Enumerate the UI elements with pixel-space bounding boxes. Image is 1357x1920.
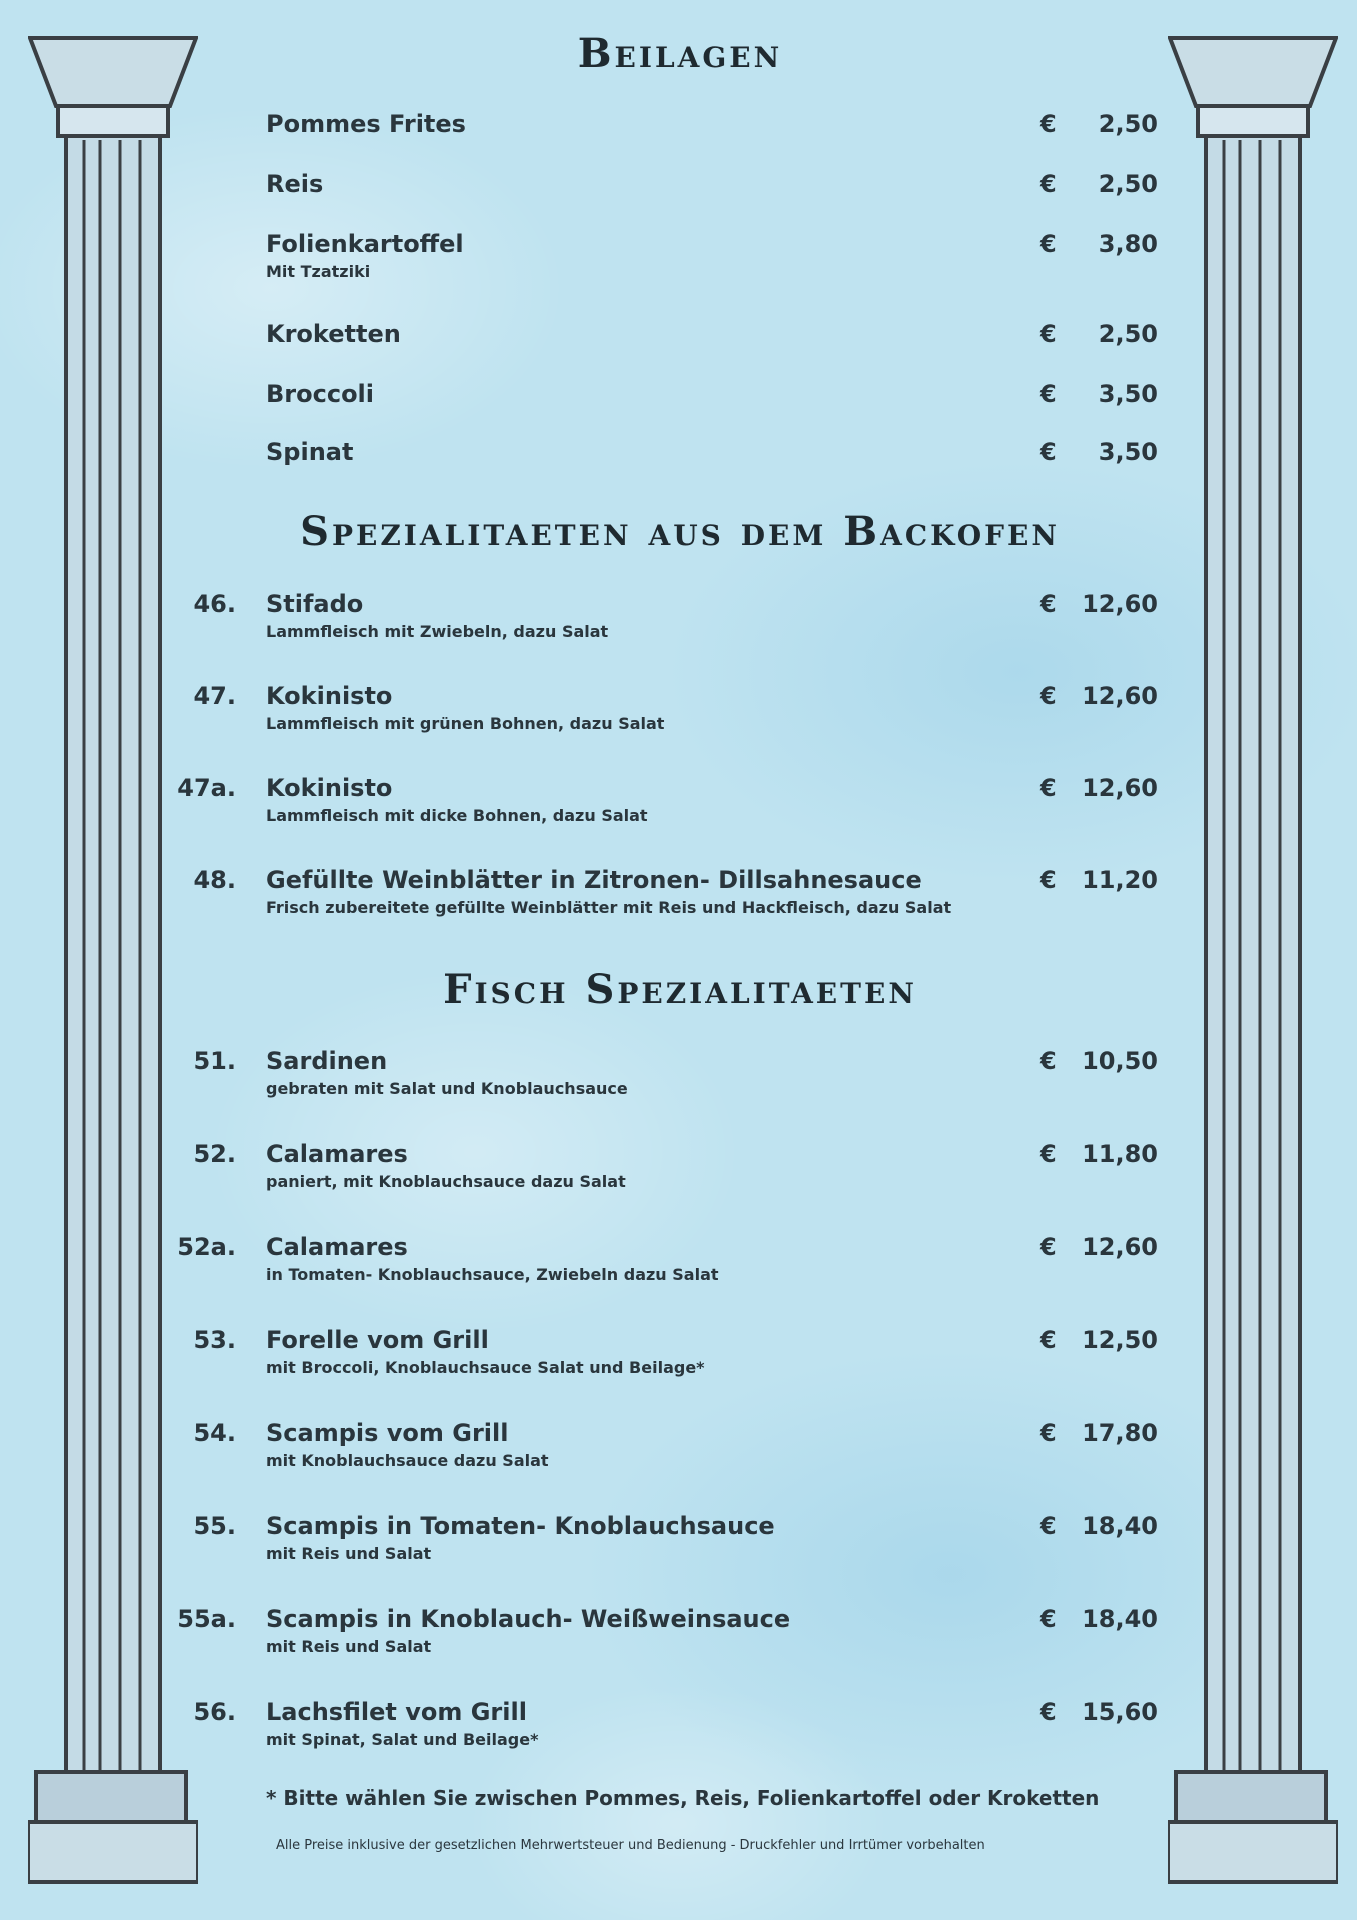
side-dish-footnote: * Bitte wählen Sie zwischen Pommes, Reis, Folienkartoffel oder Kroketten: [266, 1786, 1100, 1810]
item-description: Lammfleisch mit dicke Bohnen, dazu Salat: [266, 806, 648, 825]
section-title-beilagen: Beilagen: [577, 30, 783, 77]
item-name: Gefüllte Weinblätter in Zitronen- Dillsahnesauce: [266, 866, 922, 894]
item-price: 2,50: [1098, 320, 1158, 348]
currency-symbol: €: [1040, 438, 1057, 466]
currency-symbol: €: [1040, 1140, 1057, 1168]
item-price: 12,60: [1082, 774, 1158, 802]
item-price: 18,40: [1082, 1512, 1158, 1540]
item-description: gebraten mit Salat und Knoblauchsauce: [266, 1079, 628, 1098]
menu-item: [170, 320, 1190, 380]
item-price: 2,50: [1098, 110, 1158, 138]
item-name: Forelle vom Grill: [266, 1326, 489, 1354]
item-price: 2,50: [1098, 170, 1158, 198]
currency-symbol: €: [1040, 774, 1057, 802]
item-price: 12,60: [1082, 1233, 1158, 1261]
currency-symbol: €: [1040, 1698, 1057, 1726]
item-name: Calamares: [266, 1233, 408, 1261]
currency-symbol: €: [1040, 320, 1057, 348]
menu-item: [170, 380, 1190, 440]
menu-item: [170, 1047, 1190, 1107]
menu-item: [170, 110, 1190, 170]
item-name: Kokinisto: [266, 682, 393, 710]
item-price: 15,60: [1082, 1698, 1158, 1726]
item-name: Scampis vom Grill: [266, 1419, 509, 1447]
currency-symbol: €: [1040, 110, 1057, 138]
currency-symbol: €: [1040, 1512, 1057, 1540]
item-price: 10,50: [1082, 1047, 1158, 1075]
legal-notice: Alle Preise inklusive der gesetzlichen Mehrwertsteuer und Bedienung - Druckfehler und Irrtümer vorbehalten: [276, 1838, 985, 1853]
item-name: Kokinisto: [266, 774, 393, 802]
item-description: paniert, mit Knoblauchsauce dazu Salat: [266, 1172, 626, 1191]
item-number: 52a.: [177, 1233, 236, 1261]
item-name: Scampis in Knoblauch- Weißweinsauce: [266, 1605, 791, 1633]
menu-item: [170, 682, 1190, 742]
item-price: 11,20: [1082, 866, 1158, 894]
currency-symbol: €: [1040, 682, 1057, 710]
menu-item: [170, 774, 1190, 834]
item-number: 48.: [193, 866, 236, 894]
item-number: 56.: [193, 1698, 236, 1726]
item-number: 46.: [193, 590, 236, 618]
currency-symbol: €: [1040, 380, 1057, 408]
currency-symbol: €: [1040, 1326, 1057, 1354]
item-price: 3,50: [1098, 380, 1158, 408]
menu-item: [170, 1233, 1190, 1293]
item-number: 55.: [193, 1512, 236, 1540]
menu-item: [170, 230, 1190, 290]
item-number: 51.: [193, 1047, 236, 1075]
item-price: 3,80: [1098, 230, 1158, 258]
item-name: Reis: [266, 170, 324, 198]
item-description: mit Spinat, Salat und Beilage*: [266, 1730, 539, 1749]
item-description: Mit Tzatziki: [266, 262, 371, 281]
section-title-fisch: Fisch Spezialitaeten: [443, 966, 917, 1013]
item-description: Frisch zubereitete gefüllte Weinblätter mit Reis und Hackfleisch, dazu Salat: [266, 898, 952, 917]
item-name: Spinat: [266, 438, 354, 466]
item-price: 17,80: [1082, 1419, 1158, 1447]
menu-item: [170, 866, 1190, 926]
menu-item: [170, 170, 1190, 230]
item-number: 52.: [193, 1140, 236, 1168]
menu-item: [170, 1605, 1190, 1665]
item-number: 47a.: [177, 774, 236, 802]
menu-item: [170, 590, 1190, 650]
currency-symbol: €: [1040, 1605, 1057, 1633]
currency-symbol: €: [1040, 1047, 1057, 1075]
item-name: Scampis in Tomaten- Knoblauchsauce: [266, 1512, 775, 1540]
item-price: 3,50: [1098, 438, 1158, 466]
item-name: Sardinen: [266, 1047, 388, 1075]
currency-symbol: €: [1040, 590, 1057, 618]
item-description: in Tomaten- Knoblauchsauce, Zwiebeln dazu Salat: [266, 1265, 719, 1284]
item-price: 12,50: [1082, 1326, 1158, 1354]
item-name: Folienkartoffel: [266, 230, 464, 258]
right-column-decoration: [1168, 36, 1338, 1886]
currency-symbol: €: [1040, 866, 1057, 894]
item-number: 47.: [193, 682, 236, 710]
item-name: Calamares: [266, 1140, 408, 1168]
item-name: Pommes Frites: [266, 110, 466, 138]
menu-content: [170, 0, 1190, 1920]
item-name: Kroketten: [266, 320, 401, 348]
item-description: Lammfleisch mit grünen Bohnen, dazu Salat: [266, 714, 665, 733]
currency-symbol: €: [1040, 1419, 1057, 1447]
menu-item: [170, 1140, 1190, 1200]
item-number: 54.: [193, 1419, 236, 1447]
item-description: mit Reis und Salat: [266, 1544, 432, 1563]
menu-item: [170, 1698, 1190, 1758]
item-description: mit Broccoli, Knoblauchsauce Salat und Beilage*: [266, 1358, 705, 1377]
item-price: 12,60: [1082, 590, 1158, 618]
item-name: Broccoli: [266, 380, 375, 408]
menu-item: [170, 438, 1190, 498]
item-price: 11,80: [1082, 1140, 1158, 1168]
menu-item: [170, 1512, 1190, 1572]
item-number: 55a.: [177, 1605, 236, 1633]
section-title-backofen: Spezialitaeten aus dem Backofen: [300, 508, 1060, 555]
item-price: 12,60: [1082, 682, 1158, 710]
menu-item: [170, 1326, 1190, 1386]
item-number: 53.: [193, 1326, 236, 1354]
currency-symbol: €: [1040, 1233, 1057, 1261]
item-name: Lachsfilet vom Grill: [266, 1698, 527, 1726]
menu-item: [170, 1419, 1190, 1479]
item-description: Lammfleisch mit Zwiebeln, dazu Salat: [266, 622, 609, 641]
currency-symbol: €: [1040, 170, 1057, 198]
item-price: 18,40: [1082, 1605, 1158, 1633]
item-description: mit Knoblauchsauce dazu Salat: [266, 1451, 549, 1470]
currency-symbol: €: [1040, 230, 1057, 258]
item-name: Stifado: [266, 590, 364, 618]
item-description: mit Reis und Salat: [266, 1637, 432, 1656]
